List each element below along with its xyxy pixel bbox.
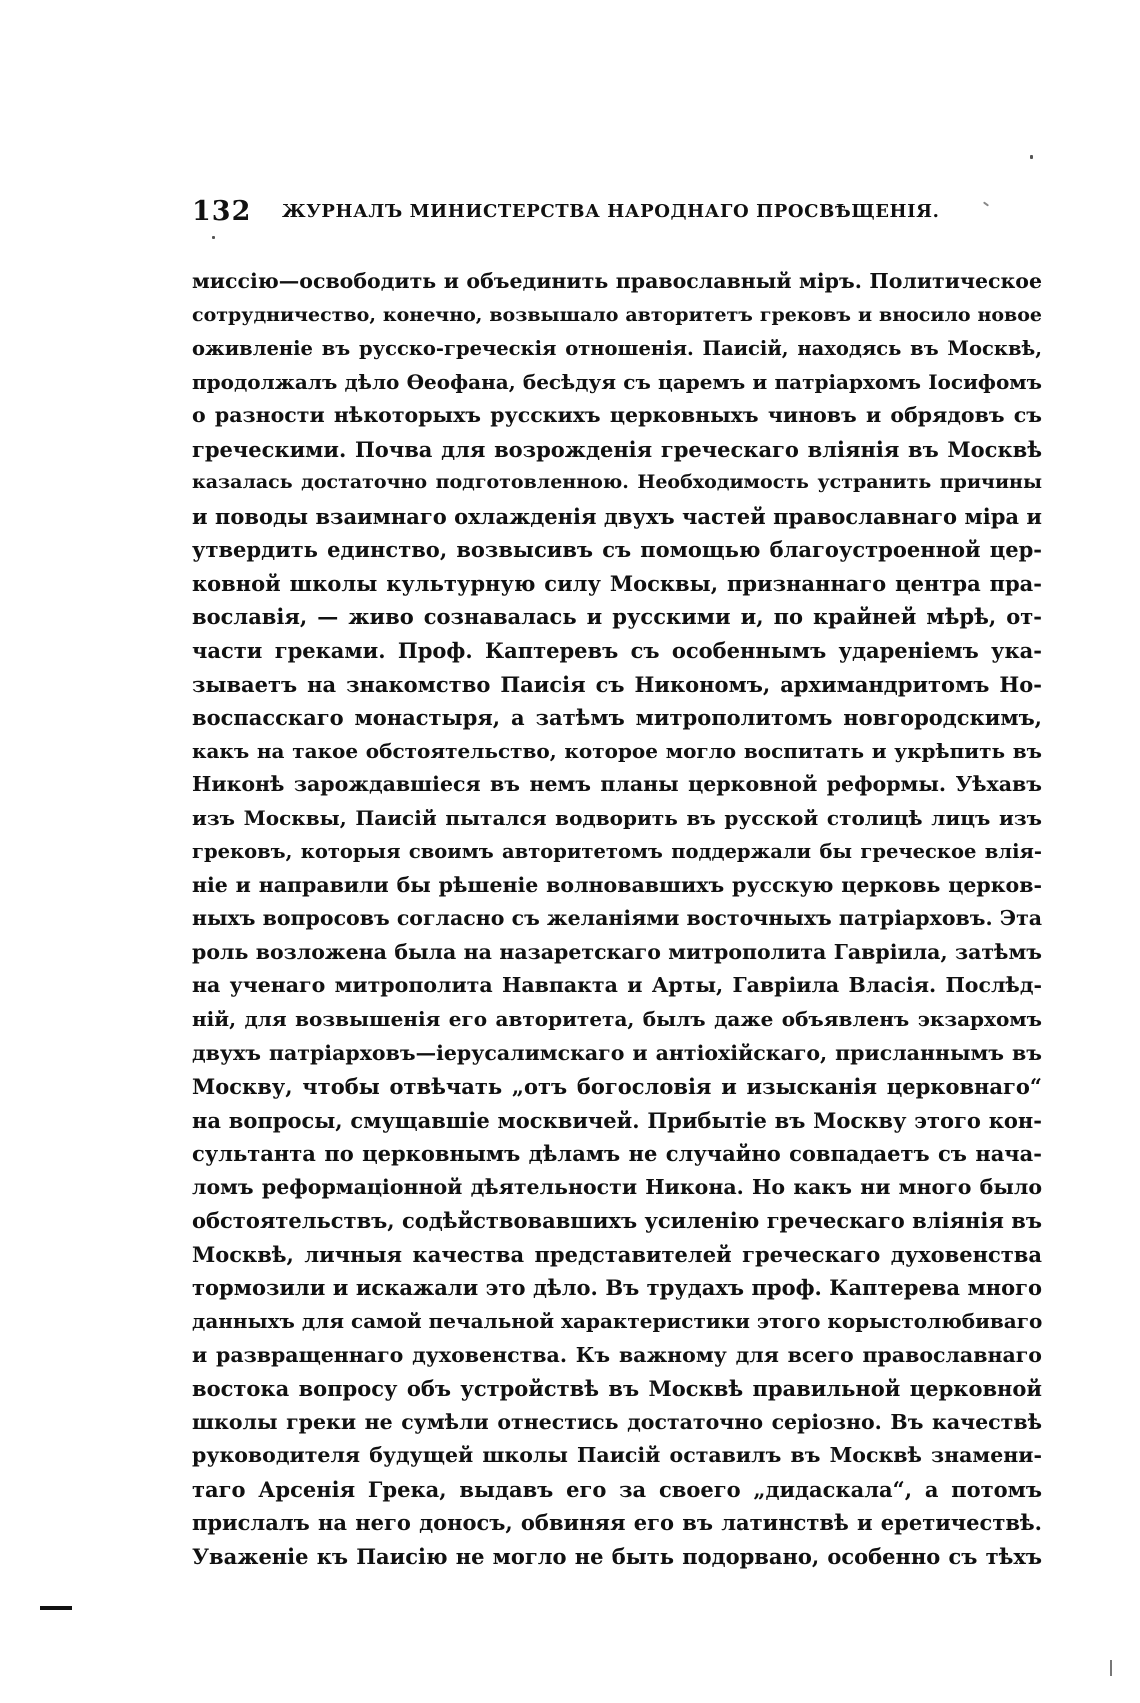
text-line: руководителя будущей школы Паисій оставилъ въ Москвѣ знамени- xyxy=(192,1443,1042,1468)
text-line: данныхъ для самой печальной характеристики этого корыстолюбиваго xyxy=(192,1308,1042,1333)
text-line: и развращеннаго духовенства. Къ важному для всего православнаго xyxy=(192,1342,1042,1367)
text-line: вославія, — живо сознавалась и русскими и, по крайней мѣрѣ, от- xyxy=(192,604,1042,630)
text-line: на вопросы, смущавшіе москвичей. Прибытіе въ Москву этого кон- xyxy=(192,1107,1042,1133)
running-title: ЖУРНАЛЪ МИНИСТЕРСТВА НАРОДНАГО ПРОСВѢЩЕНІЯ. xyxy=(282,201,940,222)
edge-tick-mark xyxy=(1110,1660,1112,1676)
text-line: миссію—освободить и объединить православный міръ. Политическое xyxy=(192,269,1042,293)
text-line: грековъ, которыя своимъ авторитетомъ поддержали бы греческое влія- xyxy=(192,840,1042,864)
page-header xyxy=(192,194,1012,230)
text-line: греческими. Почва для возрожденія греческаго вліянія въ Москвѣ xyxy=(192,436,1042,462)
text-line: и поводы взаимнаго охлажденія двухъ частей православнаго міра и xyxy=(192,503,1042,529)
text-line: тормозили и искажали это дѣло. Въ трудахъ проф. Каптерева много xyxy=(192,1275,1042,1301)
text-line: казалась достаточно подготовленною. Необходимость устранить причины xyxy=(192,471,1042,494)
text-line: о разности нѣкоторыхъ русскихъ церковныхъ чиновъ и обрядовъ съ xyxy=(192,403,1042,428)
text-line: какъ на такое обстоятельство, которое могло воспитать и укрѣпить въ xyxy=(192,738,1042,763)
text-line: Москву, чтобы отвѣчать „отъ богословія и изысканія церковнаго“ xyxy=(192,1074,1042,1100)
text-line: школы греки не сумѣли отнестись достаточно серіозно. Въ качествѣ xyxy=(192,1409,1042,1434)
text-line: роль возложена была на назаретскаго митрополита Гавріила, затѣмъ xyxy=(192,939,1042,964)
text-line: продолжалъ дѣло Ѳеофана, бесѣдуя съ царемъ и патріархомъ Іосифомъ xyxy=(192,369,1042,394)
text-line: ковной школы культурную силу Москвы, признаннаго центра пра- xyxy=(192,570,1042,596)
text-line: ній, для возвышенія его авторитета, былъ даже объявленъ экзархомъ xyxy=(192,1007,1042,1032)
text-line: части греками. Проф. Каптеревъ съ особеннымъ удареніемъ ука- xyxy=(192,638,1042,664)
text-line: изъ Москвы, Паисій пытался водворить въ русской столицѣ лицъ изъ xyxy=(192,805,1042,830)
text-line: на ученаго митрополита Навпакта и Арты, Гавріила Власія. Послѣд- xyxy=(192,973,1042,998)
body-paragraph xyxy=(192,265,1042,1573)
text-line: оживленіе въ русско-греческія отношенія. Паисій, находясь въ Москвѣ, xyxy=(192,337,1042,361)
page-number: 132 xyxy=(192,196,252,227)
text-line: востока вопросу объ устройствѣ въ Москвѣ правильной церковной xyxy=(192,1376,1042,1402)
scan-speck xyxy=(1030,155,1033,159)
text-line: прислалъ на него доносъ, обвиняя его въ латинствѣ и еретичествѣ. xyxy=(192,1510,1042,1536)
text-line: двухъ патріарховъ—іерусалимскаго и антіохійскаго, присланнымъ въ xyxy=(192,1040,1042,1065)
text-line: сотрудничество, конечно, возвышало авторитетъ грековъ и вносило новое xyxy=(192,303,1042,326)
text-line: таго Арсенія Грека, выдавъ его за своего „дидаскала“, а потомъ xyxy=(192,1476,1042,1502)
scan-speck xyxy=(212,236,215,239)
text-line: сультанта по церковнымъ дѣламъ не случайно совпадаетъ съ нача- xyxy=(192,1141,1042,1167)
text-line: воспасскаго монастыря, а затѣмъ митрополитомъ новгородскимъ, xyxy=(192,705,1042,731)
text-line: Уваженіе къ Паисію не могло не быть подорвано, особенно съ тѣхъ xyxy=(192,1543,1042,1569)
text-line: утвердить единство, возвысивъ съ помощью благоустроенной цер- xyxy=(192,537,1042,563)
text-line: обстоятельствъ, содѣйствовавшихъ усиленію греческаго вліянія въ xyxy=(192,1208,1042,1234)
text-line: ніе и направили бы рѣшеніе волновавшихъ русскую церковь церков- xyxy=(192,872,1042,897)
text-line: ломъ реформаціонной дѣятельности Никона. Но какъ ни много было xyxy=(192,1174,1042,1199)
margin-dash-mark xyxy=(40,1606,72,1610)
text-line: зываетъ на знакомство Паисія съ Никономъ, архимандритомъ Но- xyxy=(192,671,1042,697)
text-line: Москвѣ, личныя качества представителей греческаго духовенства xyxy=(192,1241,1042,1267)
text-line: ныхъ вопросовъ согласно съ желаніями восточныхъ патріарховъ. Эта xyxy=(192,906,1042,931)
text-line: Никонѣ зарождавшіеся въ немъ планы церковной реформы. Уѣхавъ xyxy=(192,772,1042,797)
